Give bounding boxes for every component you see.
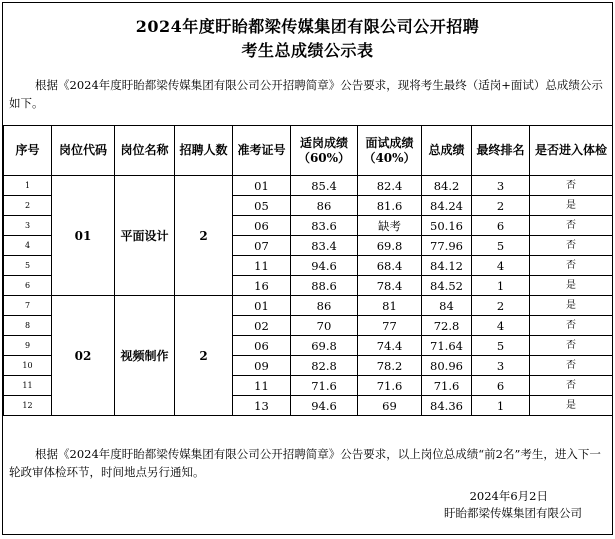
cell-ticket: 05	[233, 196, 291, 216]
cell-ticket: 11	[233, 256, 291, 276]
cell-ticket: 02	[233, 316, 291, 336]
cell-interview: 68.4	[358, 256, 422, 276]
header-fit-label: 适岗成绩	[299, 135, 348, 150]
header-fit-weight: （60%）	[297, 150, 351, 165]
cell-interview: 78.4	[358, 276, 422, 296]
cell-physical: 是	[530, 396, 613, 416]
cell-index: 3	[4, 216, 52, 236]
header-physical-exam: 是否进入体检	[530, 126, 613, 176]
header-ticket-number: 准考证号	[233, 126, 291, 176]
cell-physical: 否	[530, 236, 613, 256]
cell-rank: 1	[472, 276, 530, 296]
cell-interview: 82.4	[358, 176, 422, 196]
cell-total: 50.16	[422, 216, 472, 236]
header-interview-score	[358, 126, 422, 176]
cell-interview: 78.2	[358, 356, 422, 376]
page-title: 2024年度盱眙都梁传媒集团有限公司公开招聘	[135, 17, 480, 36]
header-interview-weight: （40%）	[363, 150, 416, 165]
cell-total: 80.96	[422, 356, 472, 376]
header-interview-label: 面试成绩	[365, 135, 414, 150]
cell-index: 6	[4, 276, 52, 296]
cell-interview: 缺考	[358, 216, 422, 236]
cell-position-name: 平面设计	[115, 176, 175, 296]
page-subtitle: 考生总成绩公示表	[241, 41, 374, 60]
cell-total: 84.2	[422, 176, 472, 196]
cell-physical: 是	[530, 296, 613, 316]
cell-interview: 69.8	[358, 236, 422, 256]
cell-fit: 86	[291, 296, 358, 316]
cell-physical: 否	[530, 316, 613, 336]
cell-fit: 69.8	[291, 336, 358, 356]
cell-index: 10	[4, 356, 52, 376]
issue-date: 2024年6月2日	[469, 489, 548, 503]
header-position-code: 岗位代码	[52, 126, 115, 176]
cell-ticket: 07	[233, 236, 291, 256]
cell-ticket: 01	[233, 176, 291, 196]
results-table	[3, 125, 613, 416]
cell-index: 5	[4, 256, 52, 276]
closing-note: 根据《2024年度盱眙都梁传媒集团有限公司公开招聘简章》公告要求，以上岗位总成绩“前2名”考生，进入下一轮政审体检环节，时间地点另行通知。	[9, 447, 601, 479]
cell-total: 84.12	[422, 256, 472, 276]
cell-physical: 否	[530, 356, 613, 376]
cell-total: 84.24	[422, 196, 472, 216]
cell-physical: 否	[530, 336, 613, 356]
cell-interview: 69	[358, 396, 422, 416]
cell-rank: 1	[472, 396, 530, 416]
cell-physical: 否	[530, 216, 613, 236]
cell-interview: 81	[358, 296, 422, 316]
cell-ticket: 01	[233, 296, 291, 316]
table-row	[4, 296, 613, 316]
cell-total: 77.96	[422, 236, 472, 256]
cell-index: 2	[4, 196, 52, 216]
cell-fit: 94.6	[291, 396, 358, 416]
issuing-organization: 盱眙都梁传媒集团有限公司	[444, 506, 582, 520]
cell-total: 71.6	[422, 376, 472, 396]
cell-rank: 2	[472, 296, 530, 316]
cell-index: 1	[4, 176, 52, 196]
cell-index: 7	[4, 296, 52, 316]
cell-physical: 是	[530, 196, 613, 216]
header-final-rank: 最终排名	[472, 126, 530, 176]
cell-fit: 94.6	[291, 256, 358, 276]
cell-index: 9	[4, 336, 52, 356]
cell-rank: 3	[472, 176, 530, 196]
cell-fit: 71.6	[291, 376, 358, 396]
cell-physical: 是	[530, 276, 613, 296]
cell-total: 84.36	[422, 396, 472, 416]
cell-fit: 86	[291, 196, 358, 216]
cell-index: 11	[4, 376, 52, 396]
cell-fit: 85.4	[291, 176, 358, 196]
cell-position-code: 02	[52, 296, 115, 416]
header-position-name: 岗位名称	[115, 126, 175, 176]
table-row	[4, 176, 613, 196]
cell-rank: 4	[472, 316, 530, 336]
cell-physical: 否	[530, 176, 613, 196]
cell-rank: 2	[472, 196, 530, 216]
cell-hire-count: 2	[175, 176, 233, 296]
cell-position-name: 视频制作	[115, 296, 175, 416]
cell-rank: 6	[472, 216, 530, 236]
cell-position-code: 01	[52, 176, 115, 296]
cell-fit: 83.4	[291, 236, 358, 256]
cell-fit: 83.6	[291, 216, 358, 236]
cell-rank: 4	[472, 256, 530, 276]
cell-ticket: 09	[233, 356, 291, 376]
cell-ticket: 16	[233, 276, 291, 296]
cell-total: 72.8	[422, 316, 472, 336]
cell-physical: 否	[530, 256, 613, 276]
cell-interview: 81.6	[358, 196, 422, 216]
cell-hire-count: 2	[175, 296, 233, 416]
cell-fit: 88.6	[291, 276, 358, 296]
cell-index: 8	[4, 316, 52, 336]
results-sheet	[2, 2, 613, 535]
cell-ticket: 06	[233, 216, 291, 236]
cell-ticket: 11	[233, 376, 291, 396]
cell-rank: 5	[472, 236, 530, 256]
intro-paragraph: 根据《2024年度盱眙都梁传媒集团有限公司公开招聘简章》公告要求，现将考生最终（适岗+面试）总成绩公示如下。	[9, 78, 603, 110]
cell-interview: 71.6	[358, 376, 422, 396]
header-hire-count: 招聘人数	[175, 126, 233, 176]
cell-rank: 6	[472, 376, 530, 396]
cell-total: 71.64	[422, 336, 472, 356]
cell-total: 84	[422, 296, 472, 316]
cell-interview: 74.4	[358, 336, 422, 356]
header-total-score: 总成绩	[422, 126, 472, 176]
cell-index: 12	[4, 396, 52, 416]
cell-interview: 77	[358, 316, 422, 336]
cell-rank: 3	[472, 356, 530, 376]
cell-index: 4	[4, 236, 52, 256]
cell-fit: 70	[291, 316, 358, 336]
cell-ticket: 13	[233, 396, 291, 416]
cell-fit: 82.8	[291, 356, 358, 376]
header-index: 序号	[4, 126, 52, 176]
header-fit-score	[291, 126, 358, 176]
cell-ticket: 06	[233, 336, 291, 356]
cell-physical: 否	[530, 376, 613, 396]
table-header-row	[4, 126, 613, 176]
cell-total: 84.52	[422, 276, 472, 296]
cell-rank: 5	[472, 336, 530, 356]
